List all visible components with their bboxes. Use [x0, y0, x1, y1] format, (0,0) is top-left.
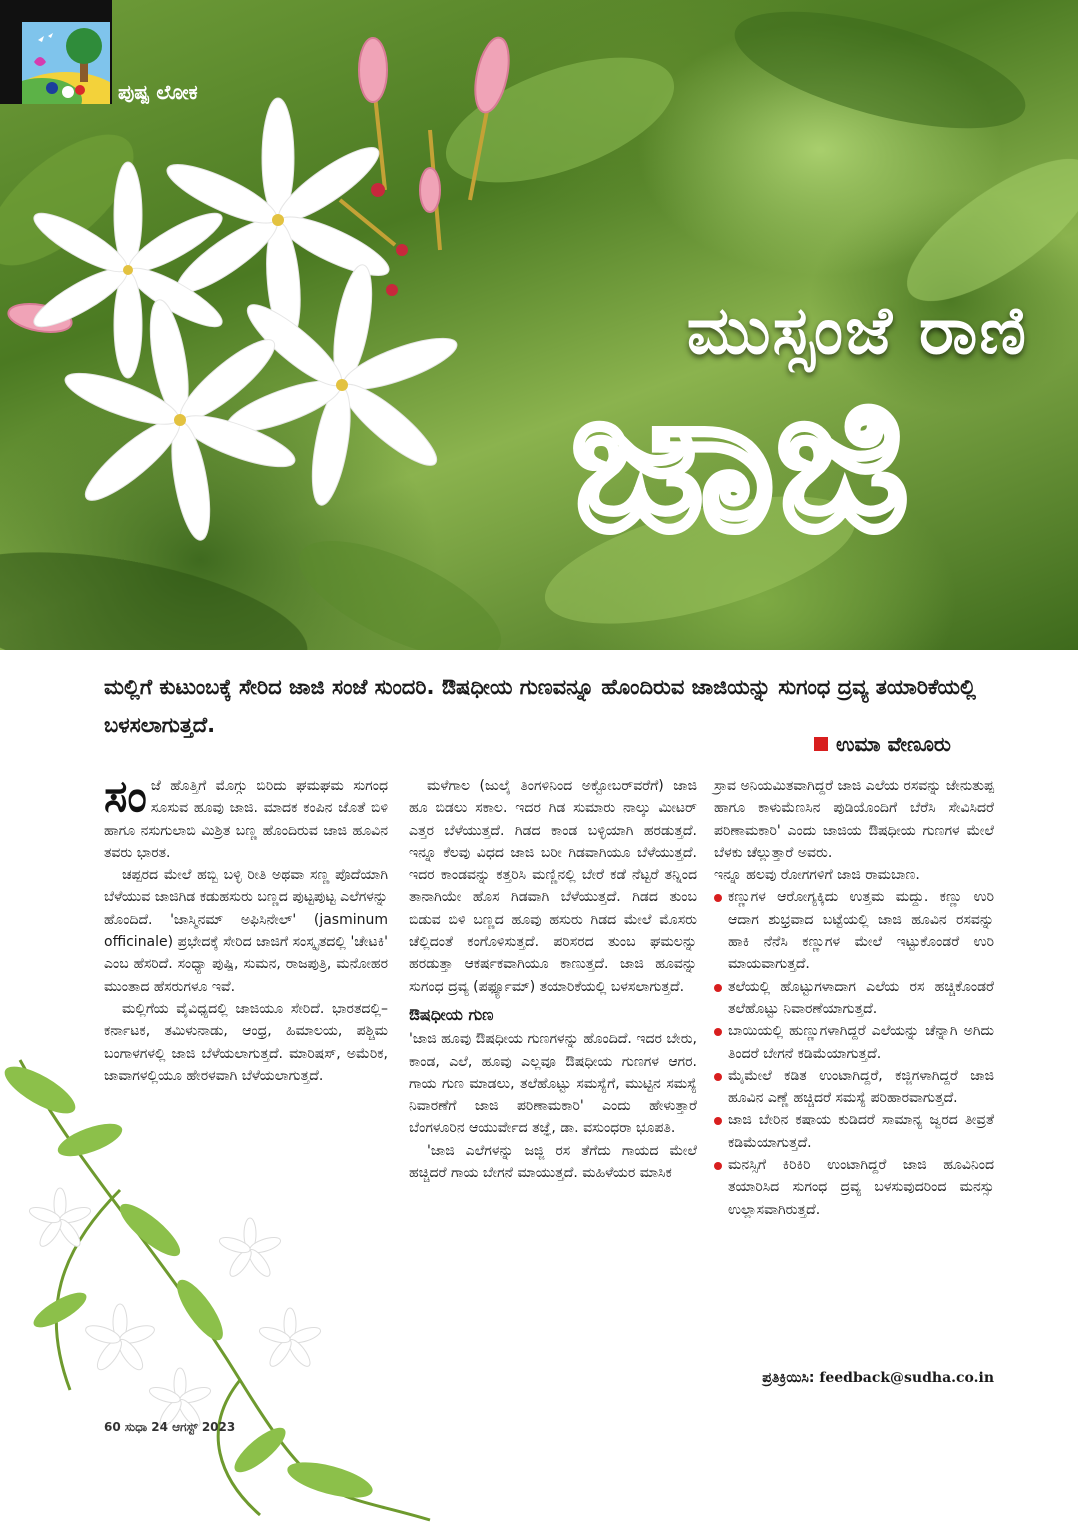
column1-paragraph-1: ಸಂಜೆ ಹೊತ್ತಿಗೆ ಮೊಗ್ಗು ಬಿರಿದು ಘಮಘಮ ಸುಗಂಧ ಸೂಸುವ ಹೂವು ಜಾಜಿ. ಮಾದಕ ಕಂಪಿನ ಜೊತೆ ಬಿಳಿ ಹಾಗೂ ನಸುಗುಲಾಬಿ ಮಿಶ್ರಿತ ಬಣ್ಣ ಹೊಂದಿರುವ ಜಾಜಿ ಹೂವಿನ ತವರು ಭಾರತ. [104, 771, 388, 861]
article-column-1 [104, 771, 388, 1087]
column2-paragraph-1: ಮಳೆಗಾಲ (ಜುಲೈ ತಿಂಗಳಿನಿಂದ ಅಕ್ಟೋಬರ್‌ವರೆಗೆ) ಜಾಜಿ ಹೂ ಬಿಡಲು ಸಕಾಲ. ಇದರ ಗಿಡ ಸುಮಾರು ನಾಲ್ಕು ಮೀಟರ್ ಎತ್ತರ ಬೆಳೆಯುತ್ತದೆ. ಗಿಡದ ಕಾಂಡ ಬಳ್ಳಿಯಾಗಿ ಹರಡುತ್ತದೆ. ಇನ್ನೂ ಕೆಲವು ವಿಧದ ಜಾಜಿ ಬರೀ ಗಿಡವಾಗಿಯೂ ಬೆಳೆಯುತ್ತದೆ. ಇದರ ಕಾಂಡವನ್ನು ಕತ್ತರಿಸಿ ಮಣ್ಣಿನಲ್ಲಿ ಬೇರೆ ಕಡೆ ನೆಟ್ಟರೆ ತನ್ನಿಂದ ತಾನಾಗಿಯೇ ಹೊಸ ಗಿಡವಾಗಿ ಬೆಳೆಯುತ್ತದೆ. ಗಿಡದ ತುಂಬ ಬಿಡುವ ಬಿಳಿ ಬಣ್ಣದ ಹೂವು ಹಸುರು ಗಿಡದ ಮೇಲೆ ಮೊಸರು ಚೆಲ್ಲಿದಂತೆ ಕಂಗೊಳಿಸುತ್ತದೆ. ಪರಿಸರದ ತುಂಬ ಘಮಲನ್ನು ಹರಡುತ್ತಾ ಆಕರ್ಷಕವಾಗಿಯೂ ಕಾಣುತ್ತದೆ. ಜಾಜಿ ಹೂವನ್ನು ಸುಗಂಧ ದ್ರವ್ಯ (ಪರ್ಫ್ಯೂಮ್) ತಯಾರಿಕೆಯಲ್ಲಿ ಬಳಸಲಾಗುತ್ತದೆ. [409, 778, 697, 995]
feedback-email-link[interactable]: feedback@sudha.co.in [819, 1370, 994, 1386]
hero-photo [0, 0, 1078, 650]
feedback-label: ಪ್ರತಿಕ್ರಿಯಿಸಿ: [762, 1370, 815, 1386]
subheading: ಔಷಧೀಯ ಗುಣ [409, 1004, 494, 1024]
column1-paragraph-3: ಮಲ್ಲಿಗೆಯ ವೈವಿಧ್ಯದಲ್ಲಿ ಜಾಜಿಯೂ ಸೇರಿದೆ. ಭಾರತದಲ್ಲಿ– ಕರ್ನಾಟಕ, ತಮಿಳುನಾಡು, ಆಂಧ್ರ, ಹಿಮಾಲಯ, ಪಶ್ಚಿಮ ಬಂಗಾಳಗಳಲ್ಲಿ ಜಾಜಿ ಬೆಳೆಯಲಾಗುತ್ತದೆ. ಮಾರಿಷಸ್, ಅಮೆರಿಕ, ಜಾವಾಗಳಲ್ಲಿಯೂ ಹೇರಳವಾಗಿ ಬೆಳೆಯಲಾಗುತ್ತದೆ. [104, 1000, 388, 1084]
author-name: ಉಮಾ ವೇಣೂರು [836, 732, 951, 756]
column1-paragraph-2: ಚಪ್ಪರದ ಮೇಲೆ ಹಬ್ಬಿ ಬಳ್ಳಿ ರೀತಿ ಅಥವಾ ಸಣ್ಣ ಪೊದೆಯಾಗಿ ಬೆಳೆಯುವ ಜಾಜಿಗಿಡ ಕಡುಹಸುರು ಬಣ್ಣದ ಪುಟ್ಟಪುಟ್ಟ ಎಲೆಗಳನ್ನು ಹೊಂದಿದೆ. 'ಜಾಸ್ಮಿನಮ್ ಅಫಿಸಿನೇಲ್' (jasminum officinale) ಪ್ರಭೇದಕ್ಕೆ ಸೇರಿದ ಜಾಜಿಗೆ ಸಂಸ್ಕೃತದಲ್ಲಿ 'ಚೇಟಕಿ' ಎಂಬ ಹೆಸರಿದೆ. ಸಂಧ್ಯಾ ಪುಷ್ಪಿ, ಸುಮನ, ರಾಜಪುತ್ರಿ, ಮನೋಹರ ಮುಂತಾದ ಹೆಸರುಗಳೂ ಇವೆ. [104, 867, 388, 995]
drop-cap: ಸಂ [104, 771, 147, 822]
bullet-icon [714, 1117, 722, 1125]
article-column-3 [714, 775, 994, 1221]
list-item: ಬಾಯಿಯಲ್ಲಿ ಹುಣ್ಣುಗಳಾಗಿದ್ದರೆ ಎಲೆಯನ್ನು ಚೆನ್ನಾಗಿ ಅಗಿದು ತಿಂದರೆ ಬೇಗನೆ ಕಡಿಮೆಯಾಗುತ್ತದೆ. [714, 1020, 994, 1065]
byline [814, 732, 951, 756]
list-item: ತಲೆಯಲ್ಲಿ ಹೊಟ್ಟುಗಳಾದಾಗ ಎಲೆಯ ರಸ ಹಚ್ಚಿಕೊಂಡರೆ ತಲೆಹೊಟ್ಟು ನಿವಾರಣೆಯಾಗುತ್ತದೆ. [714, 976, 994, 1021]
section-logo [0, 0, 112, 104]
headline-line1: ಮುಸ್ಸಂಜೆ ರಾಣಿ [686, 292, 1028, 369]
list-item: ಮೈಮೇಲೆ ಕಡಿತ ಉಂಟಾಗಿದ್ದರೆ, ಕಜ್ಜಿಗಳಾಗಿದ್ದರೆ ಜಾಜಿ ಹೂವಿನ ಎಣ್ಣೆ ಹಚ್ಚಿದರೆ ಸಮಸ್ಯೆ ಪರಿಹಾರವಾಗುತ್ತದೆ. [714, 1065, 994, 1110]
jasmine-sprig-illustration [0, 1050, 440, 1525]
headline-line2: ಜಾಜಿ [570, 343, 910, 576]
column3-paragraph-2: ಇನ್ನೂ ಹಲವು ರೋಗಗಳಿಗೆ ಜಾಜಿ ರಾಮಬಾಣ. [714, 867, 920, 884]
bullet-icon [714, 1162, 722, 1170]
column3-paragraph-1: ಸ್ರಾವ ಅನಿಯಮಿತವಾಗಿದ್ದರೆ ಜಾಜಿ ಎಲೆಯ ರಸವನ್ನು ಜೇನುತುಪ್ಪ ಹಾಗೂ ಕಾಳುಮೆಣಸಿನ ಪುಡಿಯೊಂದಿಗೆ ಬೆರೆಸಿ ಸೇವಿಸಿದರೆ ಪರಿಣಾಮಕಾರಿ' ಎಂದು ಜಾಜಿಯ ಔಷಧೀಯ ಗುಣಗಳ ಮೇಲೆ ಬೆಳಕು ಚೆಲ್ಲುತ್ತಾರೆ ಅವರು. [714, 778, 994, 861]
bullet-icon [714, 894, 722, 902]
bullet-icon [714, 1073, 722, 1081]
bullet-icon [714, 984, 722, 992]
bullet-icon [714, 1028, 722, 1036]
feedback-line [748, 1370, 994, 1386]
article-column-2 [409, 775, 697, 1184]
section-label: ಪುಷ್ಪ ಲೋಕ [118, 80, 198, 104]
list-item: ಜಾಜಿ ಬೇರಿನ ಕಷಾಯ ಕುಡಿದರೆ ಸಾಮಾನ್ಯ ಜ್ವರದ ತೀವ್ರತೆ ಕಡಿಮೆಯಾಗುತ್ತದೆ. [714, 1109, 994, 1154]
byline-square-icon [814, 737, 828, 751]
column2-paragraph-3: 'ಜಾಜಿ ಎಲೆಗಳನ್ನು ಜಜ್ಜಿ ರಸ ತೆಗೆದು ಗಾಯದ ಮೇಲೆ ಹಚ್ಚಿದರೆ ಗಾಯ ಬೇಗನೆ ಮಾಯುತ್ತದೆ. ಮಹಿಳೆಯರ ಮಾಸಿಕ [409, 1142, 697, 1182]
standfirst: ಮಲ್ಲಿಗೆ ಕುಟುಂಬಕ್ಕೆ ಸೇರಿದ ಜಾಜಿ ಸಂಜೆ ಸುಂದರಿ. ಔಷಧೀಯ ಗುಣವನ್ನೂ ಹೊಂದಿರುವ ಜಾಜಿಯನ್ನು ಸುಗಂಧ ದ್ರವ್ಯ ತಯಾರಿಕೆಯಲ್ಲಿ ಬಳಸಲಾಗುತ್ತದೆ. [104, 675, 976, 737]
page-folio: 60 ಸುಧಾ 24 ಆಗಸ್ಟ್ 2023 [104, 1420, 236, 1434]
nature-scene-icon [22, 22, 110, 104]
list-item: ಮನಸ್ಸಿಗೆ ಕಿರಿಕಿರಿ ಉಂಟಾಗಿದ್ದರೆ ಜಾಜಿ ಹೂವಿನಿಂದ ತಯಾರಿಸಿದ ಸುಗಂಧ ದ್ರವ್ಯ ಬಳಸುವುದರಿಂದ ಮನಸ್ಸು ಉಲ್ಲಾಸವಾಗಿರುತ್ತದೆ. [714, 1154, 994, 1221]
column2-paragraph-2: 'ಜಾಜಿ ಹೂವು ಔಷಧೀಯ ಗುಣಗಳನ್ನು ಹೊಂದಿದೆ. ಇದರ ಬೇರು, ಕಾಂಡ, ಎಲೆ, ಹೂವು ಎಲ್ಲವೂ ಔಷಧೀಯ ಗುಣಗಳ ಆಗರ. ಗಾಯ ಗುಣ ಮಾಡಲು, ತಲೆಹೊಟ್ಟು ಸಮಸ್ಯೆಗೆ, ಮುಟ್ಟಿನ ಸಮಸ್ಯೆ ನಿವಾರಣೆಗೆ ಜಾಜಿ ಪರಿಣಾಮಕಾರಿ' ಎಂದು ಹೇಳುತ್ತಾರೆ ಬೆಂಗಳೂರಿನ ಆಯುರ್ವೇದ ತಜ್ಞೆ, ಡಾ. ವಸುಂಧರಾ ಭೂಪತಿ. [409, 1031, 697, 1137]
list-item: ಕಣ್ಣುಗಳ ಆರೋಗ್ಯಕ್ಕಿದು ಉತ್ತಮ ಮದ್ದು. ಕಣ್ಣು ಉರಿ ಆದಾಗ ಶುಭ್ರವಾದ ಬಟ್ಟೆಯಲ್ಲಿ ಜಾಜಿ ಹೂವಿನ ರಸವನ್ನು ಹಾಕಿ ನೆನೆಸಿ ಕಣ್ಣುಗಳ ಮೇಲೆ ಇಟ್ಟುಕೊಂಡರೆ ಉರಿ ಮಾಯವಾಗುತ್ತದೆ. [714, 886, 994, 975]
